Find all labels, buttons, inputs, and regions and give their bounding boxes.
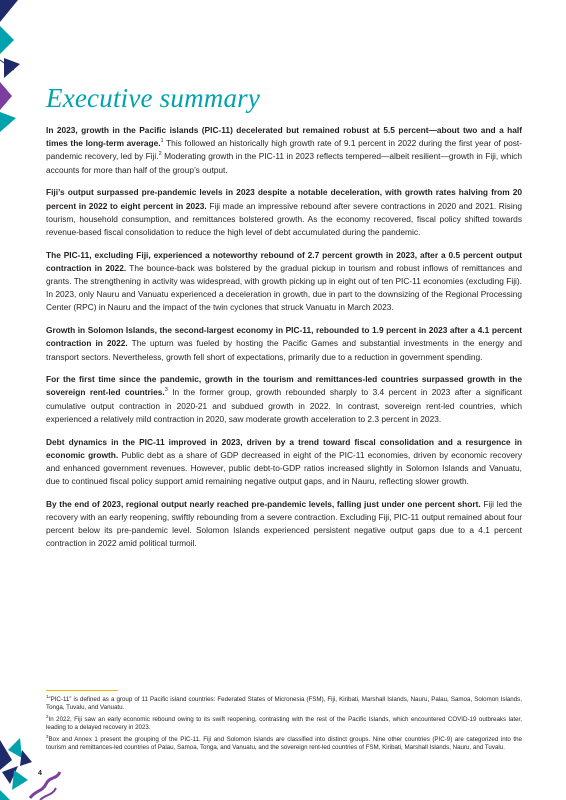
paragraph-lead: For the first time since the pandemic, growth in the tourism and remittances-led countries surpassed growth in the sovereign rent-led countries. <box>46 374 522 398</box>
paragraph-lead: Growth in Solomon Islands, the second-largest economy in PIC-11, rebounded to 1.9 percent in 2023 after a 4.1 percent contraction in 2022. <box>46 325 522 349</box>
paragraph-5 <box>46 373 522 426</box>
footnote-text: “PIC-11” is defined as a group of 11 Pacific island countries: Federated States of Micronesia (FSM), Fiji, Kiribati, Marshall Islands, Nauru, Palau, Samoa, Solomon Islands, Tonga, Tuvalu, and Vanuatu. <box>46 696 522 712</box>
footnote-ref: 3 <box>164 387 168 394</box>
footnote-number: 3 <box>46 733 49 739</box>
decorative-pattern-top <box>0 0 30 140</box>
paragraph-text: In the former group, growth rebounded sharply to 3.4 percent in 2023 after a significant cumulative output contraction in 2020-21 and subdued growth in 2022. In contrast, sovereign rent-led countries, which experienced a relatively mild contraction in 2020, saw moderate growth acceleration to 2.3 percent in 2023. <box>46 387 522 424</box>
paragraph-text: The upturn was fueled by hosting the Pacific Games and substantial investments in the energy and transport sectors. Nevertheless, growth fell short of expectations, primarily due to a reduction in government spending. <box>46 338 522 362</box>
footnote-divider <box>46 690 118 691</box>
paragraph-lead: By the end of 2023, regional output nearly reached pre-pandemic levels, falling just under one percent short. <box>46 498 481 509</box>
footnote-2 <box>46 713 522 733</box>
paragraph-text: The bounce-back was bolstered by the gradual pickup in tourism and robust inflows of remittances and grants. The strengthening in activity was widespread, with growth picking up in eight out of ten PIC-11 economies (excluding Fiji). In 2023, only Nauru and Vanuatu experienced a deceleration in growth, due in part to the downsizing of the Regional Processing Center (RPC) in Nauru and the impact of the twin cyclones that struck Vanuatu in March 2023. <box>46 262 522 313</box>
paragraph-lead: Debt dynamics in the PIC-11 improved in 2023, driven by a trend toward fiscal consolidation and a resurgence in economic growth. <box>46 436 522 460</box>
paragraph-text: This followed an historically high growth rate of 9.1 percent in 2022 during the first year of post-pandemic recovery, led by Fiji. <box>46 138 522 162</box>
footnote-1 <box>46 693 522 713</box>
paragraph-lead: In 2023, growth in the Pacific islands (PIC-11) decelerated but remained robust at 5.5 percent—about two and a half times the long-term average. <box>46 125 522 149</box>
paragraph-6 <box>46 436 522 489</box>
footnote-text: Box and Annex 1 present the grouping of the PIC-11. Fiji and Solomon Islands are classified into distinct groups. Nine other countries (PIC-9) are categorized into the tourism and remittances-led countries of Palau, Samoa, Tonga, and Vanuatu, and the sovereign rent-led countries of FSM, Kiribati, Marshall Islands, Nauru, and Tuvalu. <box>46 735 522 752</box>
footnote-number: 1 <box>46 693 49 699</box>
paragraph-2 <box>46 186 522 239</box>
paragraph-text: Moderating growth in the PIC-11 in 2023 reflects tempered—albeit resilient—growth in Fiji, which accounts for more than half of the group’s output. <box>46 151 522 175</box>
paragraph-4 <box>46 324 522 364</box>
paragraph-text: Fiji made an impressive rebound after severe contractions in 2020 and 2021. Rising tourism, household consumption, and remittances bolstered growth. As the economy recovered, fiscal policy shifted towards revenue-based fiscal consolidation to reduce the high level of debt accumulated during the pandemic. <box>46 200 522 237</box>
paragraph-7 <box>46 498 522 551</box>
paragraph-3 <box>46 249 522 315</box>
footnote-ref: 2 <box>158 151 162 158</box>
paragraph-text: Public debt as a share of GDP decreased in eight of the PIC-11 economies, driven by economic recovery and enhanced government revenues. However, public debt-to-GDP ratios increased slightly in Solomon Islands and Vanuatu, due to continued fiscal policy support amid remaining negative output gaps, and in Nauru, reflecting slower growth. <box>46 449 522 487</box>
paragraph-text: Fiji led the recovery with an early reopening, swiftly rebounding from a severe contraction. Excluding Fiji, PIC-11 output remained about four percent below its pre-pandemic level. Solomon Islands experienced persistent negative output gaps due to a 4.1 percent contraction in 2022 amid political turmoil. <box>46 498 522 549</box>
footnote-text: In 2022, Fiji saw an early economic rebound owing to its swift reopening, contrasting with the rest of the Pacific Islands, which encountered COVID-19 outbreaks later, leading to a delayed recovery in 2023. <box>46 715 522 732</box>
footnote-3 <box>46 733 522 753</box>
footnotes <box>46 693 522 755</box>
page-title: Executive summary <box>46 83 261 113</box>
paragraph-1 <box>46 124 522 177</box>
page-number: 4 <box>38 770 42 777</box>
body-text <box>46 124 522 560</box>
footnote-ref: 1 <box>160 138 164 145</box>
paragraph-lead: Fiji’s output surpassed pre-pandemic levels in 2023 despite a notable deceleration, with growth rates halving from 20 percent in 2022 to eight percent in 2023. <box>46 187 522 211</box>
paragraph-lead: The PIC-11, excluding Fiji, experienced a noteworthy rebound of 2.7 percent growth in 2023, after a 0.5 percent output contraction in 2022. <box>46 249 522 273</box>
footnote-number: 2 <box>46 713 49 719</box>
